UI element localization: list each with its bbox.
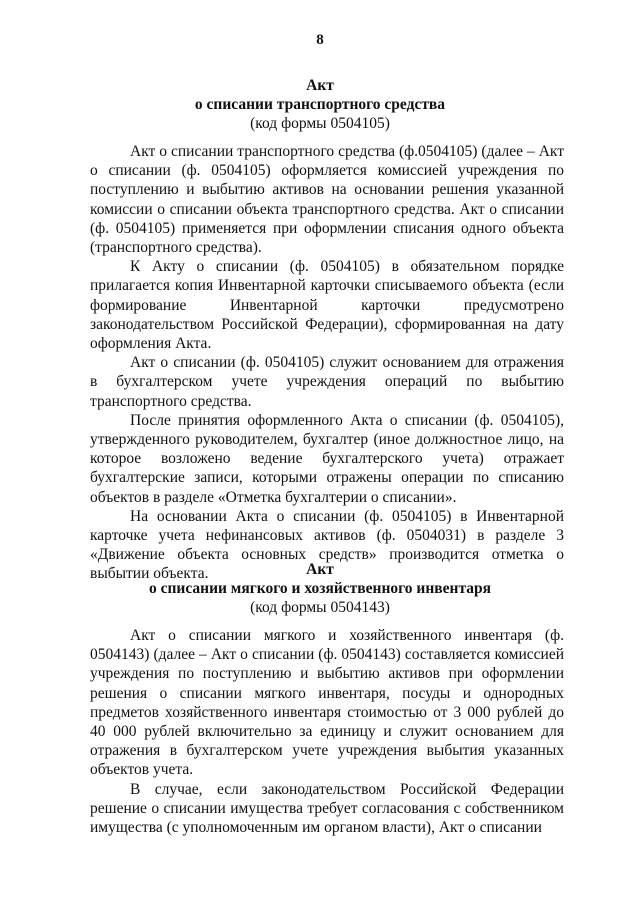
page-number: 8 xyxy=(316,32,324,48)
section2-title: Акт xyxy=(306,561,334,578)
section2-body xyxy=(90,626,564,837)
section1-title: Акт xyxy=(306,77,334,94)
section1-paragraph: Акт о списании транспортного средства (ф.0504105) (далее – Акт о списании (ф. 0504105) оформляется комиссией учреждения по поступлению и выбытию активов на основании решения указанной комиссии о списании объекта транспортного средства. Акт о списании (ф. 0504105) применяется при оформлении списания одного объекта (транспортного средства). xyxy=(90,143,564,257)
section2-subtitle: о списании мягкого и хозяйственного инвентаря xyxy=(148,580,492,597)
section2-heading xyxy=(0,560,640,617)
section1-paragraph: После принятия оформленного Акта о списании (ф. 0504105), утвержденного руководителем, бухгалтер (иное должностное лицо, на которое возложено ведение бухгалтерского учета) отражает бухгалтерские записи, которыми отражены операции по списанию объектов в разделе «Отметка бухгалтерии о списании». xyxy=(90,411,564,506)
section1-heading xyxy=(0,76,640,133)
section1-form-code: (код формы 0504105) xyxy=(250,115,390,132)
section2-paragraph: Акт о списании мягкого и хозяйственного инвентаря (ф. 0504143) (далее – Акт о списании (ф. 0504143) составляется комиссией учреждения по поступлению и выбытию активов при оформлении решения о списании мягкого инвентаря, посуды и однородных предметов хозяйственного инвентаря стоимостью от 3 000 рублей до 40 000 рублей включительно за единицу и служит основанием для отражения в бухгалтерском учете учреждения выбытия указанных объектов учета. xyxy=(90,627,564,779)
section1-body xyxy=(90,142,564,584)
section2-form-code: (код формы 0504143) xyxy=(250,599,390,616)
section1-subtitle: о списании транспортного средства xyxy=(194,96,446,113)
section1-paragraph: К Акту о списании (ф. 0504105) в обязательном порядке прилагается копия Инвентарной карточки списываемого объекта (если формирование Инвентарной карточки предусмотрено законодательством Российской Федерации), сформированная на дату оформления Акта. xyxy=(90,258,564,353)
section1-paragraph: На основании Акта о списании (ф. 0504105) в Инвентарной карточке учета нефинансовых активов (ф. 0504031) в разделе 3 «Движение объекта основных средств» производится отметка о выбытии объекта. xyxy=(90,507,564,583)
section1-paragraph: Акт о списании (ф. 0504105) служит основанием для отражения в бухгалтерском учете учреждения операций по выбытию транспортного средства. xyxy=(90,354,564,410)
section2-paragraph: В случае, если законодательством Российской Федерации решение о списании имущества требует согласования с собственником имущества (с уполномоченным им органом власти), Акт о списании xyxy=(90,780,564,837)
